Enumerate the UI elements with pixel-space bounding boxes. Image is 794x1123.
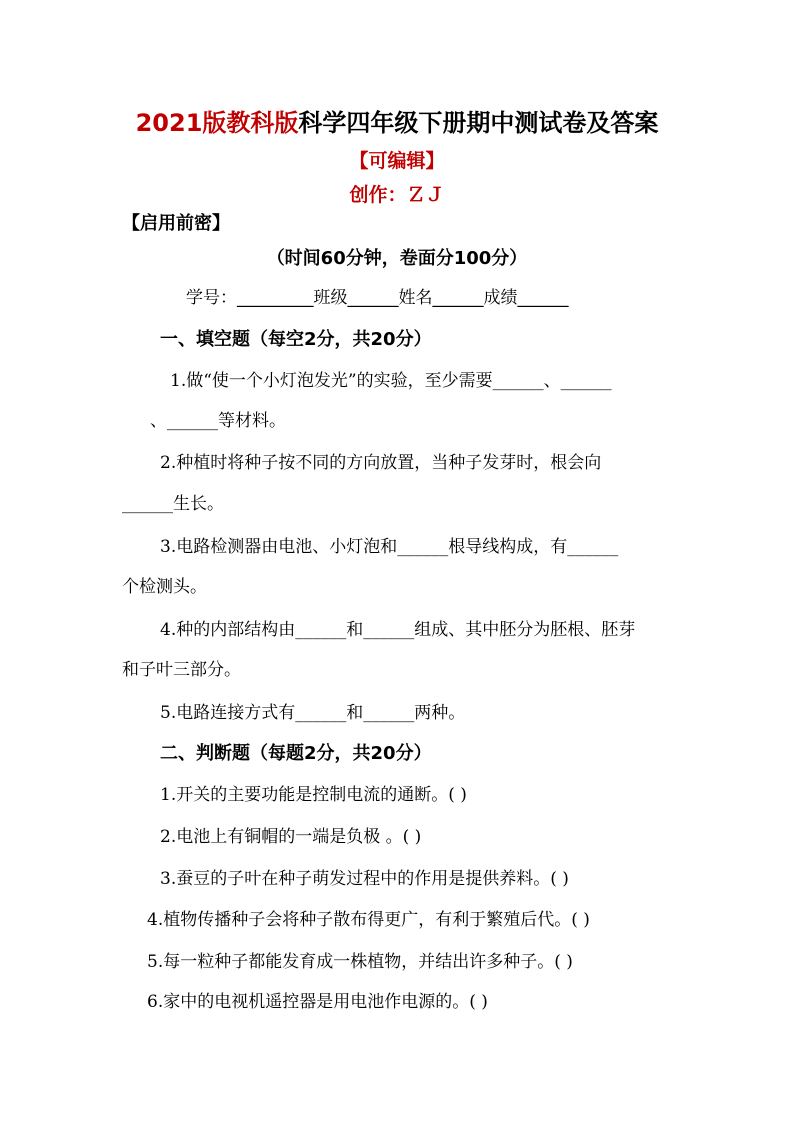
editable-tag: 【可编辑】 (349, 150, 445, 172)
title-edition: 2021版教科版 (135, 109, 299, 137)
confidential-tag: 【启用前密】 (122, 213, 230, 234)
student-info-line: 学号：_________班级______姓名______成绩______ (186, 288, 569, 308)
document-title (0, 103, 794, 138)
q1-line1: 1.做“使一个小灯泡发光”的实验，至少需要______、______ (170, 371, 612, 391)
section2-heading: 二、判断题（每题2分，共20分） (160, 743, 432, 764)
tf-q6: 6.家中的电视机遥控器是用电池作电源的。( ) (147, 992, 488, 1012)
q2-line2: ______生长。 (122, 494, 224, 514)
time-info: （时间60分钟，卷面分100分） (266, 248, 528, 269)
q4-line2: 和子叶三部分。 (122, 660, 241, 680)
author-line: 创作：ＺＪ (349, 184, 445, 206)
tf-q1: 1.开关的主要功能是控制电流的通断。( ) (160, 785, 467, 805)
q3-line2: 个检测头。 (122, 577, 207, 597)
q4-line1: 4.种的内部结构由______和______组成、其中胚分为胚根、胚芽 (160, 620, 636, 640)
section1-heading: 一、填空题（每空2分，共20分） (160, 329, 432, 350)
q1-line2: 、______等材料。 (150, 411, 286, 431)
tf-q2: 2.电池上有铜帽的一端是负极 。( ) (160, 827, 422, 847)
tf-q3: 3.蚕豆的子叶在种子萌发过程中的作用是提供养料。( ) (160, 869, 569, 889)
q2-line1: 2.种植时将种子按不同的方向放置，当种子发芽时，根会向 (160, 453, 602, 473)
q3-line1: 3.电路检测器由电池、小灯泡和______根导线构成，有______ (160, 537, 619, 557)
q5-line1: 5.电路连接方式有______和______两种。 (160, 703, 466, 723)
title-main: 科学四年级下册期中测试卷及答案 (298, 109, 659, 137)
tf-q5: 5.每一粒种子都能发育成一株植物，并结出许多种子。( ) (147, 952, 573, 972)
tf-q4: 4.植物传播种子会将种子散布得更广，有利于繁殖后代。( ) (147, 910, 590, 930)
